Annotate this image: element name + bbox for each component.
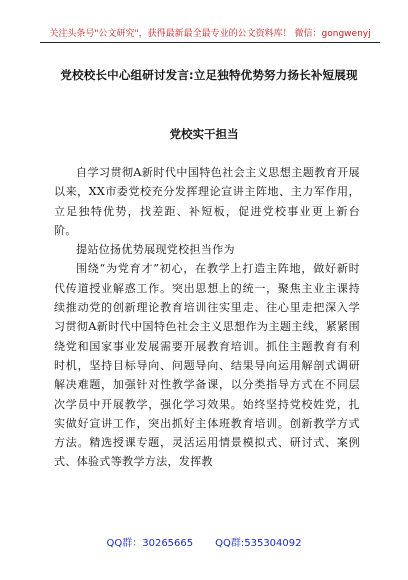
- header-divider: [40, 42, 380, 43]
- section-heading: 提站位扬优势展现党校担当作为: [76, 243, 235, 257]
- document-body: [54, 163, 360, 472]
- body-paragraph-intro: 自学习贯彻A新时代中国特色社会主义思想主题教育开展以来，XX市委党校充分发挥理论宣讲主阵地、主力军作用，立足独特优势，找差距、补短板，促进党校事业更上新台阶。: [54, 166, 360, 237]
- body-paragraph-main: 围绕“为党育才”初心，在教学上打造主阵地，做好新时代传道授业解惑工作。突出思想上的统一，聚焦主业主课持续推动党的创新理论教育培训往实里走、往心里走把深入学习贯彻A新时代中国特色社会主义思想作为主题主线，紧紧围绕党和国家事业发展需要开展教育培训。抓住主题教育有利时机，坚持目标导向、问题导向、结果导向运用解剖式调研解决难题，加强针对性教学备课，以分类指导方式在不同层次学员中开展教学，强化学习效果。始终坚持党校姓党，扎实做好宣讲工作，突出抓好主体班教育培训。创新教学方式方法。精选授课专题，灵活运用情景模拟式、研讨式、案例式、体验式等教学方法，发挥教: [54, 262, 360, 469]
- footer-qq-group-1: QQ群：30265665: [106, 538, 194, 549]
- header-banner: 关注头条号"公文研究"，获得最新最全最专业的公文资料库！ 微信：gongwenyj: [49, 29, 371, 39]
- document-title: 党校校长中心组研讨发言:立足独特优势努力扬长补短展现: [60, 68, 358, 82]
- footer-qq-group-2: QQ群:535304092: [215, 538, 302, 549]
- document-subtitle: 党校实干担当: [169, 127, 239, 141]
- footer-contact: [0, 534, 408, 549]
